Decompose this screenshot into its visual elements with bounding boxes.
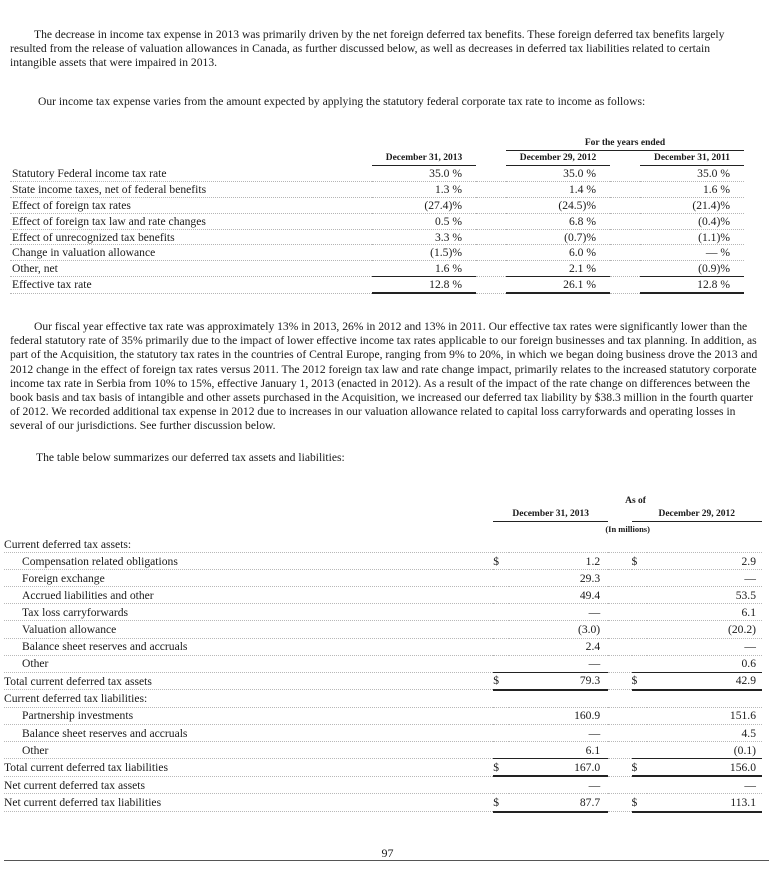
effective-rate-paragraph: Our fiscal year effective tax rate was approximately 13% in 2013, 26% in 2012 and 13% in 2011. Our effective tax rates were significantly lower than the federal statutory rate of 35% primarily due to the impact of lower effective income tax rates applicable to our foreign businesses and tax planning. In addition, as part of the Acquisition, the statutory tax rates in the countries of Central Europe, ranging from 9% to 20%, in which we began doing business drove the 2013 and 2012 change in the effect of foreign tax rates versus 2011. The 2012 foreign tax law and rate change impact, primarily relates to the increased statutory corporate income tax rate in Serbia from 10% to 15%, effective January 1, 2013 (enacted in 2012). As a result of the impact of the rate change on differences between the book basis and tax basis of intangible and other assets purchased in the Acquisition, we increased our deferred tax liability by $38.3 million in the fourth quarter of 2012. We recorded additional tax expense in 2012 due to increases in our valuation allowance related to capital loss carryforwards and operating losses in several of our jurisdictions. See further discussion below. — [10, 320, 758, 433]
deferred-value-2013: — — [509, 725, 608, 742]
deferred-value-2013 — [509, 690, 608, 708]
rate-value-2011: (21.4)% — [640, 197, 744, 213]
currency-symbol — [493, 587, 509, 604]
deferred-table-row — [4, 742, 762, 759]
currency-symbol — [632, 570, 648, 587]
deferred-value-2013: — — [509, 776, 608, 794]
rate-table-row — [10, 181, 762, 197]
rate-value-2012: 35.0 % — [506, 166, 610, 182]
deferred-table-row — [4, 536, 762, 553]
spacer-cell — [608, 742, 631, 759]
currency-symbol — [632, 707, 648, 724]
deferred-row-label: Balance sheet reserves and accruals — [4, 725, 493, 742]
spacer-cell — [476, 197, 506, 213]
spacer-cell — [608, 621, 631, 638]
deferred-row-label: Current deferred tax assets: — [4, 536, 493, 553]
rate-table-row — [10, 245, 762, 261]
deferred-value-2013: — — [509, 604, 608, 621]
currency-symbol — [632, 742, 648, 759]
spacer-cell — [608, 536, 631, 553]
currency-symbol — [493, 776, 509, 794]
currency-symbol — [632, 655, 648, 672]
spacer-cell — [476, 181, 506, 197]
spacer-cell — [610, 197, 640, 213]
rate-value-2013: (1.5)% — [372, 245, 476, 261]
deferred-value-2013: (3.0) — [509, 621, 608, 638]
rate-value-2012: 2.1 % — [506, 261, 610, 277]
spacer-cell — [608, 553, 631, 570]
rate-table-row — [10, 229, 762, 245]
rate-table-group-header: For the years ended — [506, 136, 744, 151]
deferred-table-row — [4, 794, 762, 812]
currency-symbol — [493, 536, 509, 553]
spacer-cell — [608, 655, 631, 672]
deferred-row-label: Other — [4, 655, 493, 672]
rate-table-row — [10, 261, 762, 277]
deferred-row-label: Balance sheet reserves and accruals — [4, 638, 493, 655]
deferred-value-2012: 151.6 — [647, 707, 762, 724]
currency-symbol — [493, 638, 509, 655]
deferred-value-2013 — [509, 536, 608, 553]
currency-symbol — [632, 638, 648, 655]
deferred-tax-table — [4, 495, 762, 813]
rate-value-2011: (0.9)% — [640, 261, 744, 277]
deferred-value-2013: 6.1 — [509, 742, 608, 759]
currency-symbol — [632, 536, 648, 553]
deferred-value-2012: — — [647, 570, 762, 587]
rate-value-2013: 12.8 % — [372, 277, 476, 293]
rate-table-row — [10, 277, 762, 293]
spacer-cell — [608, 794, 631, 812]
deferred-table-row — [4, 707, 762, 724]
deferred-table-row — [4, 553, 762, 570]
currency-symbol — [632, 604, 648, 621]
deferred-row-label: Accrued liabilities and other — [4, 587, 493, 604]
currency-symbol — [493, 707, 509, 724]
rate-row-label: Statutory Federal income tax rate — [10, 166, 372, 182]
deferred-value-2013: 87.7 — [509, 794, 608, 812]
rate-value-2013: 1.3 % — [372, 181, 476, 197]
deferred-value-2013: 167.0 — [509, 759, 608, 777]
deferred-value-2013: 49.4 — [509, 587, 608, 604]
deferred-value-2013: 1.2 — [509, 553, 608, 570]
deferred-value-2012: (20.2) — [647, 621, 762, 638]
deferred-row-label: Net current deferred tax liabilities — [4, 794, 493, 812]
deferred-row-label: Other — [4, 742, 493, 759]
currency-symbol — [493, 742, 509, 759]
deferred-value-2012: — — [647, 638, 762, 655]
rate-row-label: Change in valuation allowance — [10, 245, 372, 261]
currency-symbol: $ — [493, 759, 509, 777]
income-tax-rate-table — [10, 136, 762, 294]
deferred-value-2012 — [647, 690, 762, 708]
deferred-row-label: Tax loss carryforwards — [4, 604, 493, 621]
deferred-value-2012: 0.6 — [647, 655, 762, 672]
deferred-table-row — [4, 638, 762, 655]
rate-row-label: Other, net — [10, 261, 372, 277]
currency-symbol — [632, 725, 648, 742]
currency-symbol — [493, 570, 509, 587]
deferred-value-2013: 79.3 — [509, 672, 608, 690]
currency-symbol — [632, 621, 648, 638]
deferred-value-2012: 113.1 — [647, 794, 762, 812]
spacer-cell — [610, 166, 640, 182]
deferred-table-intro: The table below summarizes our deferred tax assets and liabilities: — [36, 451, 345, 464]
deferred-table-row — [4, 672, 762, 690]
currency-symbol — [493, 690, 509, 708]
deferred-row-label: Partnership investments — [4, 707, 493, 724]
currency-symbol: $ — [632, 794, 648, 812]
rate-value-2012: 1.4 % — [506, 181, 610, 197]
currency-symbol — [493, 621, 509, 638]
spacer-cell — [610, 277, 640, 293]
deferred-value-2013: — — [509, 655, 608, 672]
currency-symbol — [493, 725, 509, 742]
deferred-value-2012: 42.9 — [647, 672, 762, 690]
rate-value-2013: 0.5 % — [372, 213, 476, 229]
deferred-value-2012: 53.5 — [647, 587, 762, 604]
currency-symbol: $ — [632, 759, 648, 777]
spacer-cell — [610, 261, 640, 277]
spacer-cell — [476, 229, 506, 245]
rate-table-row — [10, 213, 762, 229]
spacer-cell — [476, 261, 506, 277]
spacer-cell — [608, 690, 631, 708]
spacer-cell — [608, 707, 631, 724]
deferred-value-2012: 6.1 — [647, 604, 762, 621]
rate-value-2011: (0.4)% — [640, 213, 744, 229]
deferred-table-row — [4, 587, 762, 604]
rate-value-2012: 6.8 % — [506, 213, 610, 229]
rate-row-label: State income taxes, net of federal benefits — [10, 181, 372, 197]
deferred-table-row — [4, 725, 762, 742]
deferred-col-header-2013: December 31, 2013 — [493, 507, 608, 522]
spacer-cell — [610, 181, 640, 197]
currency-symbol: $ — [493, 553, 509, 570]
deferred-value-2012 — [647, 536, 762, 553]
deferred-row-label: Foreign exchange — [4, 570, 493, 587]
deferred-table-row — [4, 759, 762, 777]
rate-value-2011: 1.6 % — [640, 181, 744, 197]
deferred-value-2012: (0.1) — [647, 742, 762, 759]
page-number: 97 — [381, 846, 394, 860]
deferred-row-label: Current deferred tax liabilities: — [4, 690, 493, 708]
currency-symbol — [632, 587, 648, 604]
rate-value-2013: 35.0 % — [372, 166, 476, 182]
spacer-cell — [608, 776, 631, 794]
rate-value-2011: — % — [640, 245, 744, 261]
rate-value-2011: 35.0 % — [640, 166, 744, 182]
currency-symbol: $ — [632, 672, 648, 690]
deferred-row-label: Valuation allowance — [4, 621, 493, 638]
deferred-row-label: Compensation related obligations — [4, 553, 493, 570]
spacer-cell — [610, 245, 640, 261]
rate-table-row — [10, 197, 762, 213]
currency-symbol: $ — [493, 794, 509, 812]
rate-table-intro: Our income tax expense varies from the amount expected by applying the statutory federal corporate tax rate to income as follows: — [38, 95, 646, 108]
rate-value-2011: 12.8 % — [640, 277, 744, 293]
rate-value-2012: (0.7)% — [506, 229, 610, 245]
rate-value-2013: 3.3 % — [372, 229, 476, 245]
rate-row-label: Effect of unrecognized tax benefits — [10, 229, 372, 245]
deferred-value-2012: 156.0 — [647, 759, 762, 777]
footer-rule — [4, 860, 769, 861]
spacer-cell — [608, 672, 631, 690]
deferred-value-2013: 29.3 — [509, 570, 608, 587]
rate-row-label: Effective tax rate — [10, 277, 372, 293]
spacer-cell — [476, 213, 506, 229]
rate-col-header-2012: December 29, 2012 — [506, 151, 610, 166]
rate-value-2011: (1.1)% — [640, 229, 744, 245]
rate-col-header-2013: December 31, 2013 — [372, 151, 476, 166]
deferred-table-row — [4, 621, 762, 638]
rate-col-header-2011: December 31, 2011 — [640, 151, 744, 166]
spacer-cell — [608, 604, 631, 621]
deferred-row-label: Total current deferred tax liabilities — [4, 759, 493, 777]
currency-symbol: $ — [493, 672, 509, 690]
deferred-table-row — [4, 604, 762, 621]
spacer-cell — [476, 245, 506, 261]
spacer-cell — [476, 277, 506, 293]
intro-paragraph: The decrease in income tax expense in 2013 was primarily driven by the net foreign deferred tax benefits. These foreign deferred tax benefits largely resulted from the release of valuation allowances in Canada, as further discussed below, as well as decreases in deferred tax liabilities related to certain intangible assets that were impaired in 2013. — [10, 28, 725, 70]
deferred-table-row — [4, 690, 762, 708]
spacer-cell — [608, 759, 631, 777]
deferred-row-label: Total current deferred tax assets — [4, 672, 493, 690]
rate-row-label: Effect of foreign tax rates — [10, 197, 372, 213]
rate-row-label: Effect of foreign tax law and rate changes — [10, 213, 372, 229]
spacer-cell — [608, 638, 631, 655]
deferred-value-2012: — — [647, 776, 762, 794]
deferred-table-row — [4, 776, 762, 794]
deferred-table-row — [4, 570, 762, 587]
currency-symbol — [632, 776, 648, 794]
deferred-unit-label: (In millions) — [605, 524, 650, 534]
spacer-cell — [610, 229, 640, 245]
deferred-table-group-header: As of — [625, 496, 646, 506]
deferred-value-2013: 2.4 — [509, 638, 608, 655]
deferred-value-2012: 2.9 — [647, 553, 762, 570]
rate-value-2013: 1.6 % — [372, 261, 476, 277]
spacer-cell — [608, 725, 631, 742]
rate-table-row — [10, 166, 762, 182]
deferred-col-header-2012: December 29, 2012 — [632, 507, 763, 522]
spacer-cell — [608, 570, 631, 587]
rate-value-2012: 6.0 % — [506, 245, 610, 261]
deferred-row-label: Net current deferred tax assets — [4, 776, 493, 794]
spacer-cell — [610, 213, 640, 229]
spacer-cell — [476, 166, 506, 182]
deferred-value-2013: 160.9 — [509, 707, 608, 724]
deferred-value-2012: 4.5 — [647, 725, 762, 742]
currency-symbol — [493, 604, 509, 621]
rate-value-2013: (27.4)% — [372, 197, 476, 213]
spacer-cell — [608, 587, 631, 604]
currency-symbol: $ — [632, 553, 648, 570]
currency-symbol — [493, 655, 509, 672]
rate-value-2012: 26.1 % — [506, 277, 610, 293]
currency-symbol — [632, 690, 648, 708]
deferred-table-row — [4, 655, 762, 672]
rate-value-2012: (24.5)% — [506, 197, 610, 213]
